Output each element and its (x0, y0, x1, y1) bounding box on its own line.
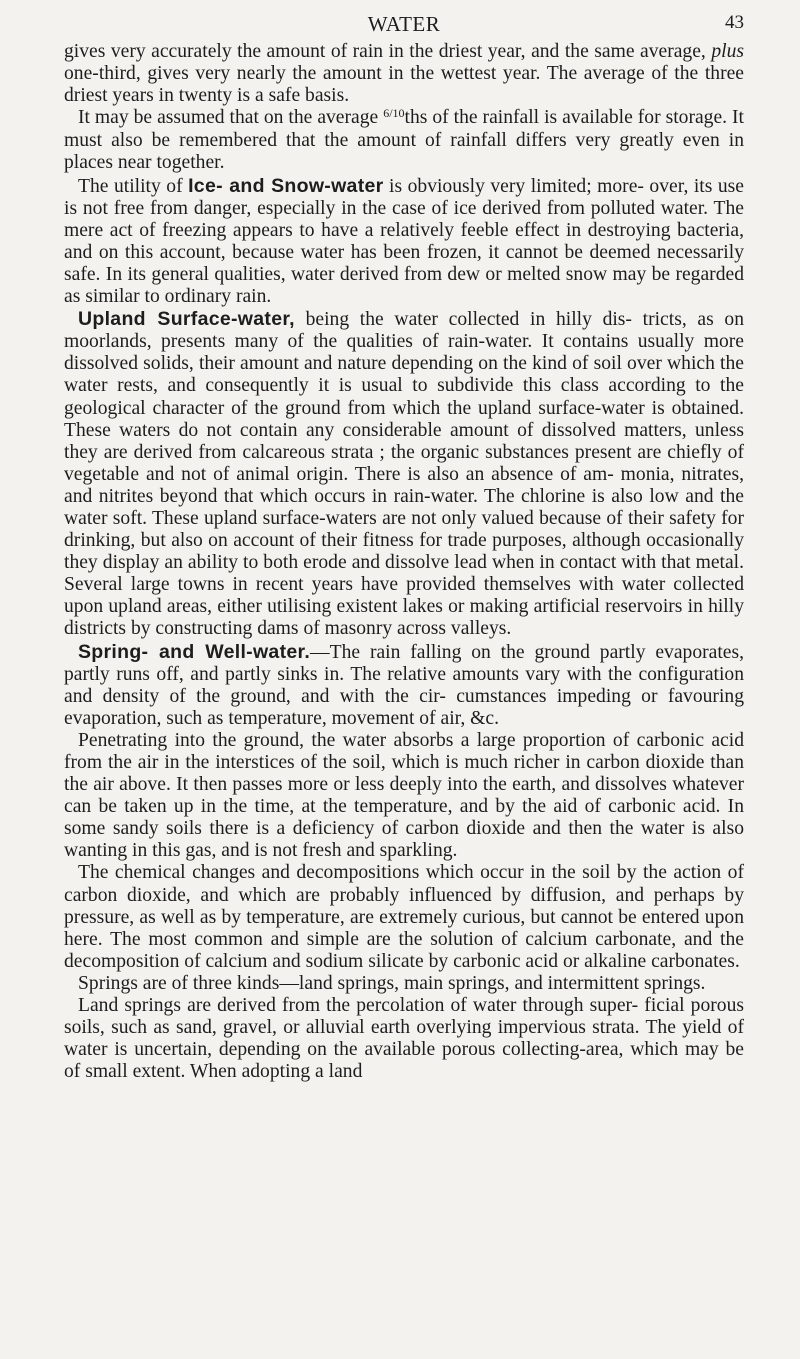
paragraph-spring-kinds (64, 973, 744, 995)
paragraph-ice-snow-water (64, 175, 744, 309)
paragraph-text: —The rain falling on the ground partly evaporates, partly runs off, and partly sinks in. The relative amounts vary with the configuration and density of the ground, and with the cir- cumstances impeding or favouring evaporation, such as temperature, movement of air, &c. (64, 641, 744, 729)
paragraph-text: being the water collected in hilly dis- tricts, as on moorlands, presents many of the qualities of rain-water. It contains usually more dissolved solids, their amount and nature depending on the kind of soil over which the water rests, and consequently it is usual to subdivide this class according to the geological character of the ground from which the upland surface-water is obtained. These waters do not contain any considerable amount of dissolved matters, unless they are derived from calcareous strata ; the organic substances present are chiefly of vegetable and not of animal origin. There is also an absence of am- monia, nitrates, and nitrites beyond that which occurs in rain-water. The chlorine is also low and the water soft. These upland surface-waters are not only valued because of their safety for drinking, but also on account of their fitness for trade purposes, although occasionally they display an ability to both erode and dissolve lead when in contact with that metal. Several large towns in recent years have provided themselves with water collected upon upland areas, either utilising existent lakes or making artificial reservoirs in hilly districts by constructing dams of masonry across valleys. (64, 309, 745, 640)
italic-word: plus (711, 41, 744, 62)
paragraph-spring-well-water (64, 641, 744, 730)
paragraph-text: ths of the rainfall is available for storage. It must also be remembered that the amount of rainfall differs very greatly even in places near together. (64, 107, 744, 174)
book-page (64, 0, 744, 1083)
paragraph-chemical-changes (64, 862, 744, 972)
paragraph-text: gives very accurately the amount of rain in the driest year, and the same average, (64, 41, 706, 62)
paragraph-text: is obviously very limited; more- over, its use is not free from danger, especially in the case of ice derived from polluted water. The mere act of freezing appears to have a relatively feeble effect in destroying bacteria, and on this account, because water has been frozen, it cannot be deemed necessarily safe. In its general qualities, water derived from dew or melted snow may be regarded as similar to ordinary rain. (64, 175, 744, 308)
paragraph-penetrating (64, 730, 744, 863)
page-number: 43 (725, 12, 744, 33)
paragraph-text: one-third, gives very nearly the amount in the wettest year. The average of the three driest years in twenty is a safe basis. (64, 63, 744, 107)
section-heading-spring-well: Spring- and Well-water. (78, 640, 311, 663)
paragraph-text: The chemical changes and decompositions which occur in the soil by the action of carbon dioxide, and which are probably influenced by diffusion, and perhaps by pressure, as well as by temperature, are extremely curious, but cannot be entered upon here. The most common and simple are the solution of calcium carbonate, and the decomposition of calcium and sodium silicate by carbonic acid or alkaline carbonates. (64, 862, 744, 972)
paragraph-storage (64, 107, 744, 174)
paragraph-text: It may be assumed that on the average (78, 107, 379, 129)
paragraph-text: Penetrating into the ground, the water absorbs a large proportion of carbonic acid from the air in the interstices of the soil, which is much richer in carbon dioxide than the air above. It then passes more or less deeply into the earth, and dissolves whatever can be taken up in the time, at the temperature, and by the aid of carbonic acid. In some sandy soils there is a deficiency of carbon dioxide and then the water is also wanting in this gas, and is not fresh and sparkling. (64, 729, 744, 862)
paragraph-land-springs (64, 995, 744, 1083)
paragraph-upland-surface-water (64, 308, 744, 640)
running-head (64, 0, 744, 40)
running-title: WATER (367, 12, 441, 36)
section-heading-upland: Upland Surface-water, (78, 308, 295, 331)
paragraph-rain-average (64, 41, 744, 107)
paragraph-text: Springs are of three kinds—land springs, main springs, and intermittent springs. (78, 972, 706, 994)
section-heading-ice-snow: Ice- and Snow-water (188, 174, 384, 197)
paragraph-text: The utility of (78, 175, 183, 197)
body-text (64, 41, 744, 1083)
fraction: 6/10 (383, 106, 405, 121)
paragraph-text: Land springs are derived from the percolation of water through super- ficial porous soils, such as sand, gravel, or alluvial earth overlying impervious strata. The yield of water is uncertain, depending on the available porous collecting-area, which may be of small extent. When adopting a land (64, 995, 744, 1083)
